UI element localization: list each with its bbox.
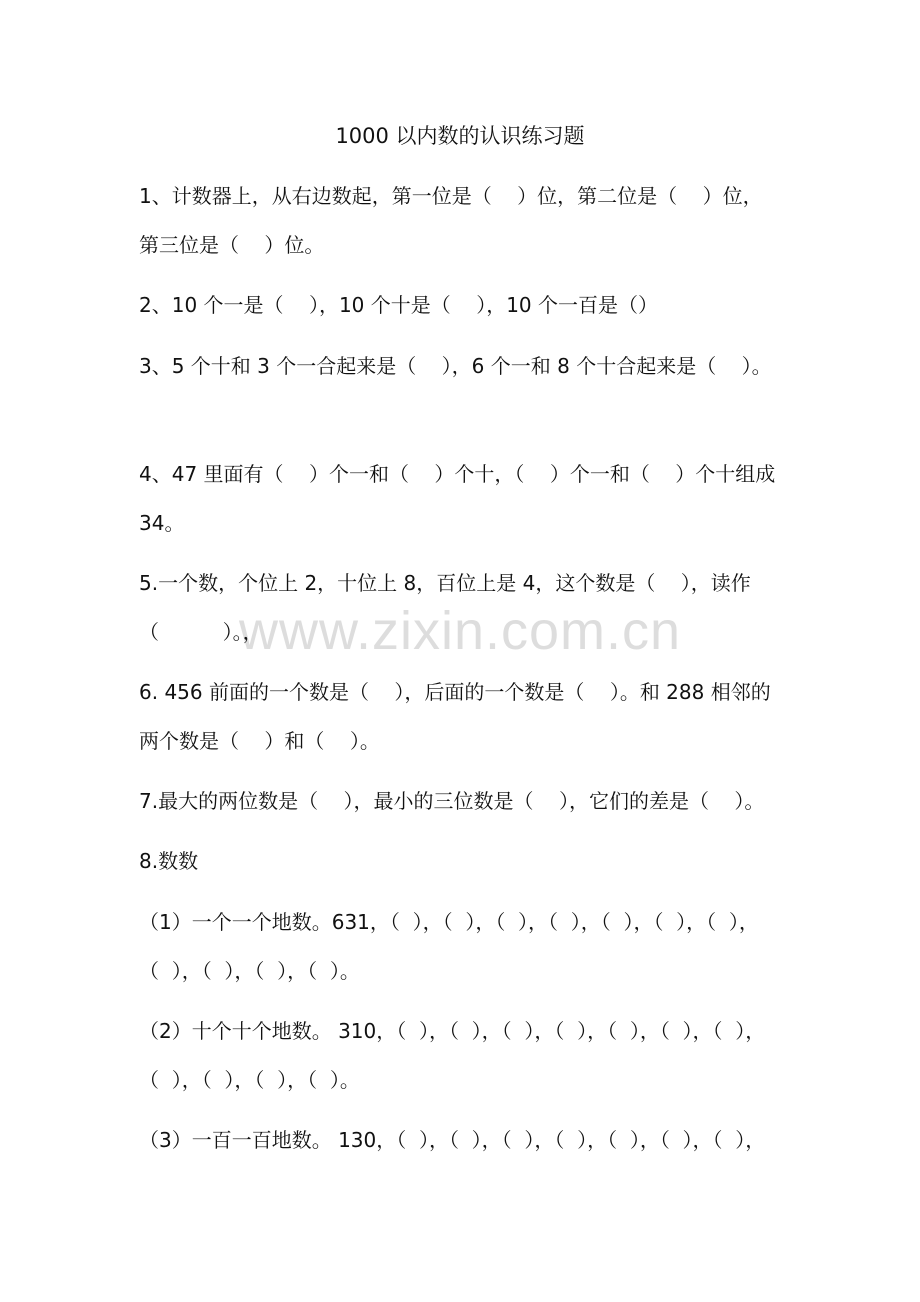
question-8-part-3-line-1: （3）一百一百地数。 130，（ ），（ ），（ ），（ ），（ ），（ ），（ ）， bbox=[139, 1128, 766, 1152]
question-4-line-1: 4、47 里面有（ ）个一和（ ）个十，（ ）个一和（ ）个十组成 bbox=[139, 462, 776, 486]
question-5-line-2: （ ）。， bbox=[139, 620, 263, 644]
watermark: www.zixin.com.cn bbox=[238, 601, 682, 661]
question-6-line-2: 两个数是（ ）和（ ）。 bbox=[139, 729, 380, 753]
question-8-part-2-line-2: （ ），（ ），（ ），（ ）。 bbox=[139, 1068, 360, 1092]
question-8-part-1-line-1: （1）一个一个地数。631，（ ），（ ），（ ），（ ），（ ），（ ），（ ）， bbox=[139, 910, 759, 934]
question-1-line-1: 1、计数器上，从右边数起，第一位是（ ）位，第二位是（ ）位， bbox=[139, 184, 763, 208]
question-5-line-1: 5.一个数，个位上 2，十位上 8，百位上是 4，这个数是（ ），读作 bbox=[139, 571, 751, 595]
question-8-part-1-line-2: （ ），（ ），（ ），（ ）。 bbox=[139, 959, 360, 983]
question-3-line-1: 3、5 个十和 3 个一合起来是（ ），6 个一和 8 个十合起来是（ ）。 bbox=[139, 354, 772, 378]
question-2-line-1: 2、10 个一是（ ），10 个十是（ ），10 个一百是（） bbox=[139, 293, 659, 317]
question-4-line-2: 34。 bbox=[139, 511, 185, 535]
question-7-line-1: 7.最大的两位数是（ ），最小的三位数是（ ），它们的差是（ ）。 bbox=[139, 789, 765, 813]
question-6-line-1: 6. 456 前面的一个数是（ ），后面的一个数是（ ）。和 288 相邻的 bbox=[139, 680, 771, 704]
question-1-line-2: 第三位是（ ）位。 bbox=[139, 233, 325, 257]
page-title: 1000 以内数的认识练习题 bbox=[335, 124, 585, 148]
question-8-part-2-line-1: （2）十个十个地数。 310，（ ），（ ），（ ），（ ），（ ），（ ），（ ）， bbox=[139, 1019, 766, 1043]
question-8-heading: 8.数数 bbox=[139, 849, 199, 873]
